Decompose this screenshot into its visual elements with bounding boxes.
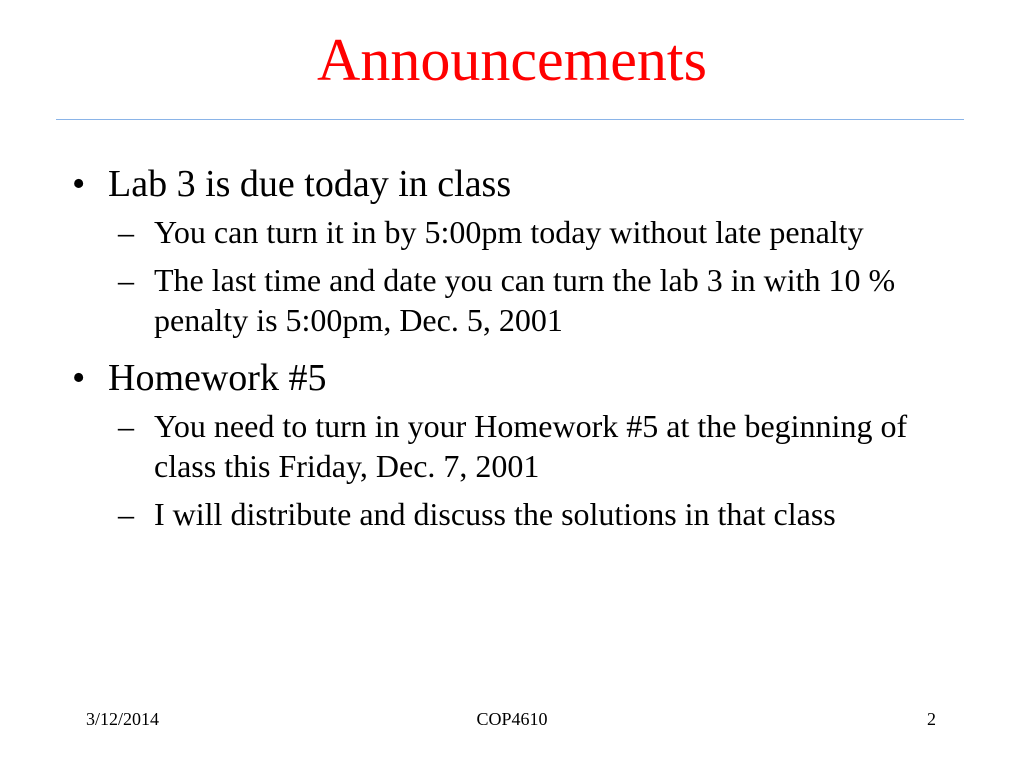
footer-page-number: 2 [927,709,936,729]
bullet-group-lab3 [72,160,952,340]
sub-bullet-text: You need to turn in your Homework #5 at the beginning of class this Friday, Dec. 7, 2001 [154,408,908,484]
sub-bullet-marker: – [118,214,134,250]
sub-bullet-item [118,212,952,252]
sub-bullet-marker: – [118,262,134,298]
sub-bullet-item [118,260,952,340]
bullet-text: Lab 3 is due today in class [108,163,512,205]
sub-bullet-item [118,406,952,486]
sub-bullet-marker: – [118,496,134,532]
bullet-item [72,354,952,402]
slide-title: Announcements [317,27,707,93]
bullet-item [72,160,952,208]
bullet-text: Homework #5 [108,357,327,399]
sub-bullet-text: You can turn it in by 5:00pm today without late penalty [154,214,864,250]
bullet-marker: • [72,357,86,399]
slide-body [72,160,952,548]
bullet-marker: • [72,163,86,205]
footer-course-code: COP4610 [476,709,548,729]
sub-bullet-list [72,406,952,534]
title-divider [56,119,964,120]
sub-bullet-text: I will distribute and discuss the solutions in that class [154,496,836,532]
sub-bullet-text: The last time and date you can turn the lab 3 in with 10 % penalty is 5:00pm, Dec. 5, 2001 [154,262,896,338]
sub-bullet-marker: – [118,408,134,444]
bullet-group-homework5 [72,354,952,534]
sub-bullet-list [72,212,952,340]
sub-bullet-item [118,494,952,534]
footer-date: 3/12/2014 [86,709,160,729]
